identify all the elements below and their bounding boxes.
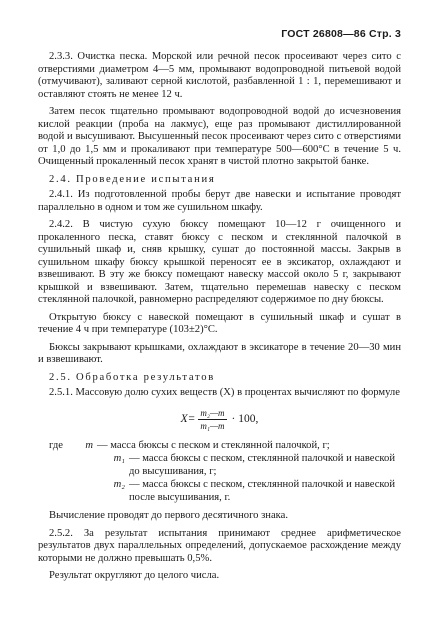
formula-denominator: m₁—m xyxy=(200,420,225,431)
section-heading-2-5: 2.5. Обработка результатов xyxy=(49,371,215,383)
definition-m2 xyxy=(38,479,401,504)
paragraph-2-4-1: 2.4.1. Из подготовленной пробы берут две навески и испытание проводят параллельно в одном и том же сушильном шкафу. xyxy=(38,189,401,213)
paragraph-2-3-3: 2.3.3. Очистка песка. Морской или речной песок просеивают через сито с отверстиями диаметром 4—5 мм, промывают водопроводной питьевой водой (отмучивают), заливают серной кислотой, разбавленной 1 : 1, перемешивают и оставляют стоять не менее 12 ч. xyxy=(38,51,401,100)
paragraph-2-5-2: 2.5.2. За результат испытания принимают среднее арифметическое результатов двух параллельных определений, допускаемое расхождение между которыми не должно превышать 0,5%. xyxy=(38,527,401,564)
page-header: ГОСТ 26808—86 Стр. 3 xyxy=(281,28,401,40)
definition-symbol: m₂ xyxy=(113,479,125,490)
definition-text: — масса бюксы с песком и стеклянной палочкой, г; xyxy=(97,439,330,451)
paragraph-calculation-precision: Вычисление проводят до первого десятичного знака. xyxy=(49,510,288,521)
definition-m1 xyxy=(38,453,401,478)
paragraph-2-5-1: 2.5.1. Массовую долю сухих веществ (X) в процентах вычисляют по формуле xyxy=(49,387,400,398)
paragraph-2-4-2: 2.4.2. В чистую сухую бюксу помещают 10—12 г очищенного и прокаленного песка, ставят бюксу с песком и стеклянной палочкой в сушильный шкаф и, сняв крышку, сушат до постоянной массы. Закрыв в сушильном шкафу бюксу крышкой переносят ее в эксикатор, охлаждают и взвешивают. В эту же бюксу помещают навеску массой около 5 г, закрывают крышкой и взвешивают. Затем, тщательно перемешав навеску с песком стеклянной палочкой, равномерно распределяют содержимое по дну бюксы. xyxy=(38,219,401,305)
definition-m xyxy=(38,440,401,453)
document-body xyxy=(38,51,401,588)
definitions-lead: где xyxy=(49,439,63,451)
paragraph-2-4-2-drying: Открытую бюксу с навеской помещают в сушильный шкаф и сушат в течение 4 ч при температуре (103±2)°С. xyxy=(38,311,401,335)
paragraph-2-4-2-cooling: Бюксы закрывают крышками, охлаждают в эксикаторе в течение 20—30 мин и взвешивают. xyxy=(38,341,401,365)
variable-definitions xyxy=(38,440,401,505)
definition-text: — масса бюксы с песком, стеклянной палочкой и навеской после высушивания, г. xyxy=(129,479,395,503)
paragraph-2-3-3-continued: Затем песок тщательно промывают водопроводной водой до исчезновения кислой реакции (проба на лакмус), еще раз промывают дистиллированной водой и высушивают. Высушенный песок просеивают через сито с отверстиями от 1,0 до 1,5 мм и прокаливают при температуре 500—600°С в течение 5 ч. Очищенный прокаленный песок хранят в чистой плотно закрытой банке. xyxy=(38,106,401,167)
definition-text: — масса бюксы с песком, стеклянной палочкой и навеской до высушивания, г; xyxy=(129,453,395,477)
section-heading-2-4: 2.4. Проведение испытания xyxy=(49,173,216,185)
formula-fraction xyxy=(198,408,226,431)
paragraph-rounding: Результат округляют до целого числа. xyxy=(49,570,220,581)
definition-symbol: m xyxy=(85,439,93,451)
formula-dry-matter xyxy=(38,408,401,431)
formula-numerator: m₂—m xyxy=(200,407,225,418)
formula-lhs: X= xyxy=(180,412,196,425)
definition-symbol: m₁ xyxy=(113,453,125,464)
formula-tail: · 100, xyxy=(231,412,259,425)
